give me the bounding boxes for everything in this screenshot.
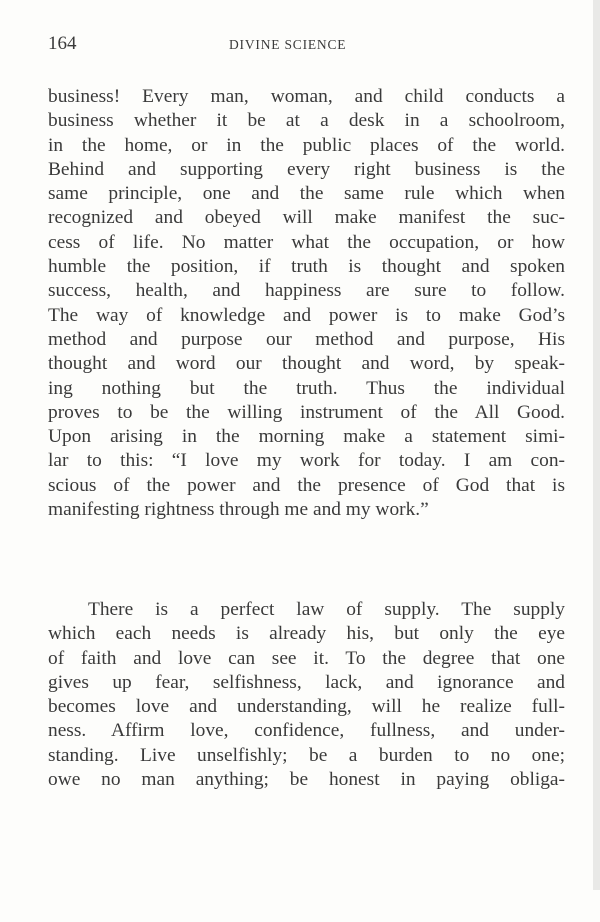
page-number: 164	[48, 33, 77, 54]
text-line: business! Every man, woman, and child conducts a	[48, 86, 565, 107]
text-line: gives up fear, selfishness, lack, and ignorance and	[48, 671, 565, 693]
text-line: ness. Affirm love, confidence, fullness, and under-	[48, 720, 565, 742]
text-line: standing. Live unselfishly; be a burden to no one;	[48, 744, 565, 766]
text-line: of faith and love can see it. To the degree that one	[48, 647, 565, 669]
text-line: lar to this: “I love my work for today. I am con-	[48, 450, 565, 472]
text-line: method and purpose our method and purpose, His	[48, 328, 565, 350]
text-line: manifesting rightness through me and my work.”	[48, 499, 429, 521]
text-line: cess of life. No matter what the occupation, or how	[48, 231, 565, 253]
text-line: becomes love and understanding, will he realize full-	[48, 696, 565, 718]
text-line: proves to be the willing instrument of the All Good.	[48, 401, 565, 423]
text-line: ing nothing but the truth. Thus the individual	[48, 377, 565, 399]
text-line: There is a perfect law of supply. The supply	[88, 599, 565, 620]
text-line: scious of the power and the presence of God that is	[48, 474, 565, 496]
paragraph-2	[48, 598, 565, 792]
text-line: recognized and obeyed will make manifest the suc-	[48, 207, 565, 229]
text-line: success, health, and happiness are sure to follow.	[48, 280, 565, 302]
text-line: humble the position, if truth is thought and spoken	[48, 256, 565, 278]
running-title: DIVINE SCIENCE	[229, 37, 347, 52]
text-line: thought and word our thought and word, by speak-	[48, 353, 565, 375]
text-line: owe no man anything; be honest in paying obliga-	[48, 769, 565, 791]
page-edge-shadow	[593, 0, 600, 890]
text-line: Behind and supporting every right business is the	[48, 158, 565, 180]
text-line: which each needs is already his, but only the eye	[48, 623, 565, 645]
text-line: same principle, one and the same rule which when	[48, 183, 565, 205]
text-line: in the home, or in the public places of the world.	[48, 134, 565, 156]
text-line: The way of knowledge and power is to make God’s	[48, 304, 565, 326]
text-line: business whether it be at a desk in a schoolroom,	[48, 110, 565, 132]
paragraph-1	[48, 85, 565, 522]
text-line: Upon arising in the morning make a statement simi-	[48, 426, 565, 448]
